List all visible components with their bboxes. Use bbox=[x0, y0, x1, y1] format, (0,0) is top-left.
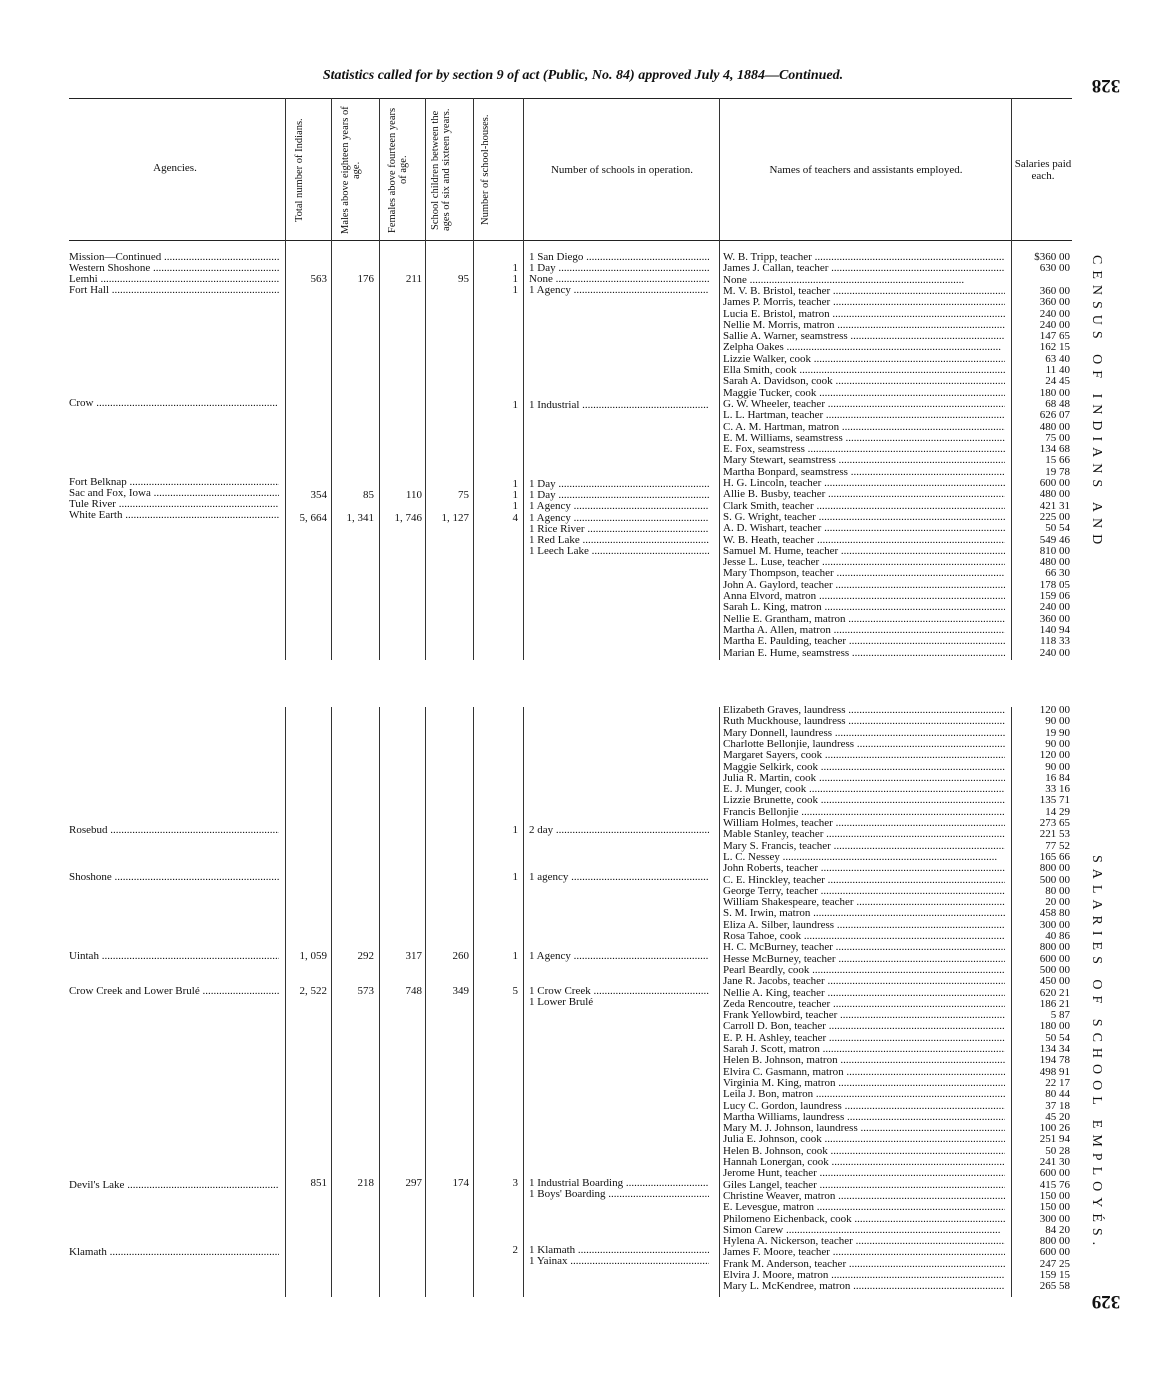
salary-value: 265 58 bbox=[1039, 1280, 1070, 1293]
salary-value: 800 00 bbox=[1039, 941, 1070, 954]
teacher-name: E. J. Munger, cook ..... bbox=[723, 784, 1005, 795]
teacher-name: Margaret Sayers, cook ..... bbox=[723, 750, 1005, 761]
salary-value: 15 66 bbox=[1045, 454, 1070, 467]
salary-value: 800 00 bbox=[1039, 1235, 1070, 1248]
salary-value: 247 25 bbox=[1039, 1257, 1070, 1270]
salary-value: 24 45 bbox=[1045, 375, 1070, 388]
total-indians-value: 2, 522 bbox=[299, 985, 327, 997]
school-houses-value: 1 bbox=[512, 950, 518, 962]
school-entry: 1 Agency ..... bbox=[529, 285, 709, 296]
header-agencies: Agencies. bbox=[153, 162, 197, 174]
teacher-name: Ruth Muckhouse, laundress ..... bbox=[723, 716, 1005, 727]
school-houses-value: 2 bbox=[512, 1244, 518, 1256]
teacher-name: Helen B. Johnson, matron ..... bbox=[723, 1055, 1005, 1066]
teacher-name: Elizabeth Graves, laundress ..... bbox=[723, 705, 1005, 716]
teacher-name: Elvira C. Gasmann, matron ..... bbox=[723, 1067, 1005, 1078]
teacher-name: William Holmes, teacher ..... bbox=[723, 818, 1005, 829]
salary-value: 240 00 bbox=[1039, 307, 1070, 320]
salary-value: 180 00 bbox=[1039, 386, 1070, 399]
salary-value: 37 18 bbox=[1045, 1099, 1070, 1112]
agency-name: Sac and Fox, Iowa ..... bbox=[69, 488, 279, 499]
school-entry: 1 Day ..... bbox=[529, 263, 709, 274]
salary-value: 630 00 bbox=[1039, 262, 1070, 275]
teacher-name: Leila J. Bon, matron ..... bbox=[723, 1089, 1005, 1100]
teacher-name: Julia E. Johnson, cook ..... bbox=[723, 1134, 1005, 1145]
salary-value: 221 53 bbox=[1039, 828, 1070, 841]
salary-value: 810 00 bbox=[1039, 544, 1070, 557]
teacher-name: S. G. Wright, teacher ..... bbox=[723, 512, 1005, 523]
teacher-name: M. V. B. Bristol, teacher ..... bbox=[723, 286, 1005, 297]
column-rule bbox=[719, 98, 720, 660]
column-rule bbox=[1011, 707, 1012, 1297]
males-value: 176 bbox=[357, 273, 374, 285]
salary-value: 240 00 bbox=[1039, 601, 1070, 614]
salary-value: 140 94 bbox=[1039, 623, 1070, 636]
teacher-name: Christine Weaver, matron ..... bbox=[723, 1191, 1005, 1202]
teacher-name: Sarah J. Scott, matron ..... bbox=[723, 1044, 1005, 1055]
salary-value: 186 21 bbox=[1039, 997, 1070, 1010]
teacher-name: E. M. Williams, seamstress ..... bbox=[723, 433, 1005, 444]
school-houses-value: 1 bbox=[512, 824, 518, 836]
teacher-name: Martha E. Paulding, teacher ..... bbox=[723, 636, 1005, 647]
salary-value: 300 00 bbox=[1039, 918, 1070, 931]
teacher-name: William Shakespeare, teacher ..... bbox=[723, 897, 1005, 908]
agency-name: Crow Creek and Lower Brulé ..... bbox=[69, 986, 279, 997]
teacher-name: Francis Bellonjie ..... bbox=[723, 807, 1005, 818]
salary-value: 68 48 bbox=[1045, 397, 1070, 410]
salary-value: 300 00 bbox=[1039, 1212, 1070, 1225]
school-entry: 1 Klamath ..... bbox=[529, 1245, 709, 1256]
salary-value: 162 15 bbox=[1039, 341, 1070, 354]
salary-value: 19 78 bbox=[1045, 465, 1070, 478]
school-entry: 2 day ..... bbox=[529, 825, 709, 836]
header-teachers: Names of teachers and assistants employed. bbox=[769, 164, 963, 176]
teacher-name: C. E. Hinckley, teacher ..... bbox=[723, 875, 1005, 886]
agency-name: Fort Hall ..... bbox=[69, 285, 279, 296]
salary-value: 20 00 bbox=[1045, 896, 1070, 909]
females-value: 748 bbox=[405, 985, 422, 997]
salary-value: 500 00 bbox=[1039, 963, 1070, 976]
teacher-name: Mary Stewart, seamstress ..... bbox=[723, 455, 1005, 466]
school-entry: 1 Industrial ..... bbox=[529, 400, 709, 411]
column-rule bbox=[425, 98, 426, 660]
header-school-houses: Number of school-houses. bbox=[480, 114, 491, 226]
salary-value: 180 00 bbox=[1039, 1020, 1070, 1033]
teacher-name: Samuel M. Hume, teacher ..... bbox=[723, 546, 1005, 557]
header-salaries: Salaries paid each. bbox=[1014, 158, 1072, 182]
school-entry: None ..... bbox=[529, 274, 709, 285]
salary-value: 5 87 bbox=[1050, 1009, 1070, 1022]
females-value: 297 bbox=[405, 1177, 422, 1189]
side-caption-bottom: SALARIES OF SCHOOL EMPLOYÉS. bbox=[1089, 855, 1104, 1252]
salary-value: $360 00 bbox=[1034, 251, 1070, 263]
school-entry: 1 Lower Brulé bbox=[529, 996, 594, 1008]
salary-value: 480 00 bbox=[1039, 488, 1070, 501]
teacher-name: Jesse L. Luse, teacher ..... bbox=[723, 557, 1005, 568]
teacher-name: Virginia M. King, matron ..... bbox=[723, 1078, 1005, 1089]
column-rule bbox=[523, 98, 524, 660]
teacher-name: Carroll D. Bon, teacher ..... bbox=[723, 1021, 1005, 1032]
teacher-name: None ..... bbox=[723, 275, 1005, 286]
salary-value: 100 26 bbox=[1039, 1122, 1070, 1135]
teacher-name: Zeda Rencoutre, teacher ..... bbox=[723, 999, 1005, 1010]
females-value: 317 bbox=[405, 950, 422, 962]
column-rule bbox=[473, 98, 474, 660]
teacher-name: Clark Smith, teacher ..... bbox=[723, 501, 1005, 512]
teacher-name: Nellie A. King, teacher ..... bbox=[723, 988, 1005, 999]
males-value: 85 bbox=[363, 489, 374, 501]
header-school-children: School children between the ages of six and sixteen years. bbox=[430, 108, 452, 232]
school-houses-value: 1 bbox=[512, 478, 518, 490]
children-value: 260 bbox=[452, 950, 469, 962]
salary-value: 120 00 bbox=[1039, 704, 1070, 716]
column-rule bbox=[473, 707, 474, 1297]
salary-value: 80 00 bbox=[1045, 884, 1070, 897]
agency-name: Klamath ..... bbox=[69, 1247, 279, 1258]
agency-name: White Earth ..... bbox=[69, 510, 279, 521]
total-indians-value: 5, 664 bbox=[299, 512, 327, 524]
teacher-name: Mary S. Francis, teacher ..... bbox=[723, 841, 1005, 852]
school-entry: 1 Agency ..... bbox=[529, 513, 709, 524]
header-males: Males above eighteen years of age. bbox=[340, 106, 362, 234]
agency-name: Crow ..... bbox=[69, 398, 279, 409]
children-value: 174 bbox=[452, 1177, 469, 1189]
teacher-name: Hesse McBurney, teacher ..... bbox=[723, 954, 1005, 965]
agency-name: Shoshone ..... bbox=[69, 872, 279, 883]
teacher-name: G. W. Wheeler, teacher ..... bbox=[723, 399, 1005, 410]
females-value: 211 bbox=[405, 273, 422, 285]
page-title: Statistics called for by section 9 of act (Public, No. 84) approved July 4, 1884—Continued. bbox=[322, 68, 844, 83]
total-indians-value: 1, 059 bbox=[299, 950, 327, 962]
teacher-name: E. Fox, seamstress ..... bbox=[723, 444, 1005, 455]
agency-name: Rosebud ..... bbox=[69, 825, 279, 836]
school-houses-value: 3 bbox=[512, 1177, 518, 1189]
side-caption-top: CENSUS OF INDIANS AND bbox=[1089, 255, 1104, 551]
salary-value: 458 80 bbox=[1039, 907, 1070, 920]
page-number-bottom: 329 bbox=[1091, 1291, 1121, 1312]
school-houses-value: 1 bbox=[512, 489, 518, 501]
salary-value: 50 54 bbox=[1045, 522, 1070, 535]
salary-value: 360 00 bbox=[1039, 296, 1070, 309]
salary-value: 80 44 bbox=[1045, 1088, 1070, 1101]
salary-value: 360 00 bbox=[1039, 612, 1070, 625]
column-rule bbox=[285, 707, 286, 1297]
teacher-name: Mable Stanley, teacher ..... bbox=[723, 829, 1005, 840]
column-rule bbox=[379, 98, 380, 660]
agency-name: Western Shoshone ..... bbox=[69, 263, 279, 274]
agency-name: Lemhi ..... bbox=[69, 274, 279, 285]
school-entry: 1 Day ..... bbox=[529, 479, 709, 490]
salary-value: 480 00 bbox=[1039, 556, 1070, 569]
school-entry: 1 Boys' Boarding ..... bbox=[529, 1189, 709, 1200]
school-entry: 1 Red Lake ..... bbox=[529, 535, 709, 546]
salary-value: 45 20 bbox=[1045, 1110, 1070, 1123]
agency-name: Uintah ..... bbox=[69, 951, 279, 962]
salary-value: 90 00 bbox=[1045, 737, 1070, 750]
school-houses-value: 4 bbox=[512, 512, 518, 524]
school-houses-value: 1 bbox=[512, 871, 518, 883]
teacher-name: Zelpha Oakes ..... bbox=[723, 342, 1005, 353]
salary-value: 225 00 bbox=[1039, 510, 1070, 523]
teacher-name: C. A. M. Hartman, matron ..... bbox=[723, 422, 1005, 433]
teacher-name: Mary Donnell, laundress ..... bbox=[723, 728, 1005, 739]
teacher-name: E. Levesgue, matron ..... bbox=[723, 1202, 1005, 1213]
teacher-name: Pearl Beardly, cook ..... bbox=[723, 965, 1005, 976]
salary-value: 11 40 bbox=[1045, 364, 1070, 376]
teacher-name: James J. Callan, teacher ..... bbox=[723, 263, 1005, 274]
school-entry: 1 Leech Lake ..... bbox=[529, 546, 709, 557]
salary-value: 66 30 bbox=[1045, 567, 1070, 580]
teacher-name: Elvira J. Moore, matron ..... bbox=[723, 1270, 1005, 1281]
teacher-name: Mary L. McKendree, matron ..... bbox=[723, 1281, 1005, 1292]
children-value: 1, 127 bbox=[441, 512, 469, 524]
salary-value: 251 94 bbox=[1039, 1133, 1070, 1146]
teacher-name: Helen B. Johnson, cook ..... bbox=[723, 1146, 1005, 1157]
salary-value: 33 16 bbox=[1045, 783, 1070, 796]
salary-value: 90 00 bbox=[1045, 715, 1070, 728]
salary-value: 178 05 bbox=[1039, 578, 1070, 591]
salary-value: 600 00 bbox=[1039, 952, 1070, 965]
teacher-name: Lucy C. Gordon, laundress ..... bbox=[723, 1101, 1005, 1112]
teacher-name: L. C. Nessey ..... bbox=[723, 852, 1005, 863]
salary-value: 194 78 bbox=[1039, 1054, 1070, 1067]
salary-value: 241 30 bbox=[1039, 1156, 1070, 1168]
column-rule bbox=[379, 707, 380, 1297]
teacher-name: Martha Williams, laundress ..... bbox=[723, 1112, 1005, 1123]
salary-value: 84 20 bbox=[1045, 1223, 1070, 1236]
salary-value: 50 54 bbox=[1045, 1031, 1070, 1044]
teacher-name: Ella Smith, cook ..... bbox=[723, 365, 1005, 376]
teacher-name: Lizzie Walker, cook ..... bbox=[723, 354, 1005, 365]
salary-value: 159 15 bbox=[1039, 1269, 1070, 1281]
salary-value: 118 33 bbox=[1040, 635, 1070, 648]
teacher-name: James P. Morris, teacher ..... bbox=[723, 297, 1005, 308]
column-rule bbox=[285, 98, 286, 660]
teacher-name: Jerome Hunt, teacher ..... bbox=[723, 1168, 1005, 1179]
salary-value: 50 28 bbox=[1045, 1144, 1070, 1157]
column-rule bbox=[425, 707, 426, 1297]
school-houses-value: 1 bbox=[512, 500, 518, 512]
teacher-name: Charlotte Bellonjie, laundress ..... bbox=[723, 739, 1005, 750]
salary-value: 549 46 bbox=[1039, 533, 1070, 546]
males-value: 292 bbox=[357, 950, 374, 962]
teacher-name: Hylena A. Nickerson, teacher ..... bbox=[723, 1236, 1005, 1247]
teacher-name: Rosa Tahoe, cook ..... bbox=[723, 931, 1005, 942]
school-entry: 1 Rice River ..... bbox=[529, 524, 709, 535]
total-indians-value: 851 bbox=[310, 1177, 327, 1189]
salary-value: 147 65 bbox=[1039, 330, 1070, 343]
teacher-name: John A. Gaylord, teacher ..... bbox=[723, 580, 1005, 591]
salary-value: 16 84 bbox=[1045, 771, 1070, 784]
males-value: 218 bbox=[357, 1177, 374, 1189]
salary-value: 620 21 bbox=[1039, 986, 1070, 999]
header-schools: Number of schools in operation. bbox=[550, 164, 694, 176]
teacher-name: Maggie Tucker, cook ..... bbox=[723, 388, 1005, 399]
teacher-name: Sarah L. King, matron ..... bbox=[723, 602, 1005, 613]
salary-value: 800 00 bbox=[1039, 862, 1070, 875]
teacher-name: Martha A. Allen, matron ..... bbox=[723, 625, 1005, 636]
salary-value: 63 40 bbox=[1045, 352, 1070, 365]
teacher-name: Martha Bonpard, seamstress ..... bbox=[723, 467, 1005, 478]
salary-value: 120 00 bbox=[1039, 749, 1070, 762]
teacher-name: H. G. Lincoln, teacher ..... bbox=[723, 478, 1005, 489]
teacher-name: Julia R. Martin, cook ..... bbox=[723, 773, 1005, 784]
salary-value: 498 91 bbox=[1039, 1065, 1070, 1078]
teacher-name: George Terry, teacher ..... bbox=[723, 886, 1005, 897]
salary-value: 480 00 bbox=[1039, 420, 1070, 433]
column-rule bbox=[523, 707, 524, 1297]
males-value: 1, 341 bbox=[346, 512, 374, 524]
teacher-name: Maggie Selkirk, cook ..... bbox=[723, 762, 1005, 773]
school-entry: 1 Crow Creek ..... bbox=[529, 986, 709, 997]
teacher-name: Marian E. Hume, seamstress ..... bbox=[723, 648, 1005, 659]
salary-value: 626 07 bbox=[1039, 409, 1070, 422]
teacher-name: Jane R. Jacobs, teacher ..... bbox=[723, 976, 1005, 987]
children-value: 349 bbox=[452, 985, 469, 997]
column-rule bbox=[331, 707, 332, 1297]
agency-name: Mission—Continued ..... bbox=[69, 252, 279, 263]
agency-name: Devil's Lake ..... bbox=[69, 1180, 279, 1191]
teacher-name: Giles Langel, teacher ..... bbox=[723, 1180, 1005, 1191]
school-houses-value: 1 bbox=[512, 262, 518, 274]
females-value: 1, 746 bbox=[394, 512, 422, 524]
salary-value: 450 00 bbox=[1039, 975, 1070, 988]
school-houses-value: 1 bbox=[512, 399, 518, 411]
teacher-name: James F. Moore, teacher ..... bbox=[723, 1247, 1005, 1258]
teacher-name: Allie B. Busby, teacher ..... bbox=[723, 489, 1005, 500]
teacher-name: L. L. Hartman, teacher ..... bbox=[723, 410, 1005, 421]
teacher-name: Nellie M. Morris, matron ..... bbox=[723, 320, 1005, 331]
salary-value: 134 34 bbox=[1039, 1043, 1070, 1055]
salary-value: 240 00 bbox=[1039, 318, 1070, 331]
school-houses-value: 1 bbox=[512, 284, 518, 296]
salary-value: 90 00 bbox=[1045, 760, 1070, 773]
school-entry: 1 Agency ..... bbox=[529, 501, 709, 512]
teacher-name: Mary M. J. Johnson, laundress ..... bbox=[723, 1123, 1005, 1134]
school-entry: 1 Yainax ..... bbox=[529, 1256, 709, 1267]
school-entry: 1 Agency ..... bbox=[529, 951, 709, 962]
salary-value: 421 31 bbox=[1039, 499, 1070, 512]
header-bottom-rule bbox=[69, 240, 1072, 241]
table-top-rule bbox=[69, 98, 1072, 99]
teacher-name: A. D. Wishart, teacher ..... bbox=[723, 523, 1005, 534]
column-rule bbox=[331, 98, 332, 660]
teacher-name: Anna Elvord, matron ..... bbox=[723, 591, 1005, 602]
teacher-name: S. M. Irwin, matron ..... bbox=[723, 908, 1005, 919]
teacher-name: Hannah Lonergan, cook ..... bbox=[723, 1157, 1005, 1168]
salary-value: 415 76 bbox=[1039, 1178, 1070, 1191]
school-houses-value: 1 bbox=[512, 273, 518, 285]
teacher-name: Philomeno Eichenback, cook ..... bbox=[723, 1214, 1005, 1225]
teacher-name: Lizzie Brunette, cook ..... bbox=[723, 795, 1005, 806]
salary-value: 40 86 bbox=[1045, 930, 1070, 942]
school-entry: 1 Day ..... bbox=[529, 490, 709, 501]
salary-value: 273 65 bbox=[1039, 817, 1070, 829]
salary-value: 77 52 bbox=[1045, 839, 1070, 852]
children-value: 75 bbox=[458, 489, 469, 501]
teacher-name: Eliza A. Silber, laundress ..... bbox=[723, 920, 1005, 931]
total-indians-value: 354 bbox=[310, 489, 327, 501]
teacher-name: W. B. Tripp, teacher ..... bbox=[723, 252, 1005, 263]
teacher-name: E. P. H. Ashley, teacher ..... bbox=[723, 1033, 1005, 1044]
salary-value: 600 00 bbox=[1039, 1167, 1070, 1180]
salary-value: 14 29 bbox=[1045, 805, 1070, 818]
school-entry: 1 San Diego ..... bbox=[529, 252, 709, 263]
salary-value: 600 00 bbox=[1039, 477, 1070, 489]
column-rule bbox=[1011, 98, 1012, 660]
teacher-name: W. B. Heath, teacher ..... bbox=[723, 535, 1005, 546]
page-number-top: 328 bbox=[1091, 75, 1121, 96]
teacher-name: Nellie E. Grantham, matron ..... bbox=[723, 614, 1005, 625]
agency-name: Fort Belknap ..... bbox=[69, 477, 279, 488]
salary-value: 22 17 bbox=[1045, 1076, 1070, 1089]
salary-value: 135 71 bbox=[1039, 794, 1070, 807]
salary-value: 360 00 bbox=[1039, 284, 1070, 297]
salary-value: 165 66 bbox=[1039, 850, 1070, 863]
header-females: Females above fourteen years of age. bbox=[387, 107, 409, 233]
teacher-name: Frank Yellowbird, teacher ..... bbox=[723, 1010, 1005, 1021]
school-houses-value: 5 bbox=[512, 985, 518, 997]
salary-value: 134 68 bbox=[1039, 443, 1070, 456]
column-rule bbox=[719, 707, 720, 1297]
total-indians-value: 563 bbox=[310, 273, 327, 285]
teacher-name: Simon Carew ..... bbox=[723, 1225, 1005, 1236]
salary-value: 240 00 bbox=[1039, 646, 1070, 659]
salary-value: 159 06 bbox=[1039, 590, 1070, 602]
females-value: 110 bbox=[405, 489, 422, 501]
salary-value: 19 90 bbox=[1045, 726, 1070, 739]
teacher-name: Mary Thompson, teacher ..... bbox=[723, 568, 1005, 579]
teacher-name: Sallie A. Warner, seamstress ..... bbox=[723, 331, 1005, 342]
salary-value: 150 00 bbox=[1039, 1189, 1070, 1202]
males-value: 573 bbox=[357, 985, 374, 997]
school-entry: 1 agency ..... bbox=[529, 872, 709, 883]
teacher-name: Frank M. Anderson, teacher ..... bbox=[723, 1259, 1005, 1270]
children-value: 95 bbox=[458, 273, 469, 285]
teacher-name: Lucia E. Bristol, matron ..... bbox=[723, 309, 1005, 320]
salary-value: 500 00 bbox=[1039, 873, 1070, 886]
header-total-indians: Total number of Indians. bbox=[294, 118, 305, 222]
teacher-name: Sarah A. Davidson, cook ..... bbox=[723, 376, 1005, 387]
teacher-name: H. C. McBurney, teacher ..... bbox=[723, 942, 1005, 953]
salary-value: 150 00 bbox=[1039, 1201, 1070, 1214]
teacher-name: John Roberts, teacher ..... bbox=[723, 863, 1005, 874]
salary-value: 600 00 bbox=[1039, 1246, 1070, 1259]
salary-value: 75 00 bbox=[1045, 431, 1070, 444]
agency-name: Tule River ..... bbox=[69, 499, 279, 510]
school-entry: 1 Industrial Boarding ..... bbox=[529, 1178, 709, 1189]
